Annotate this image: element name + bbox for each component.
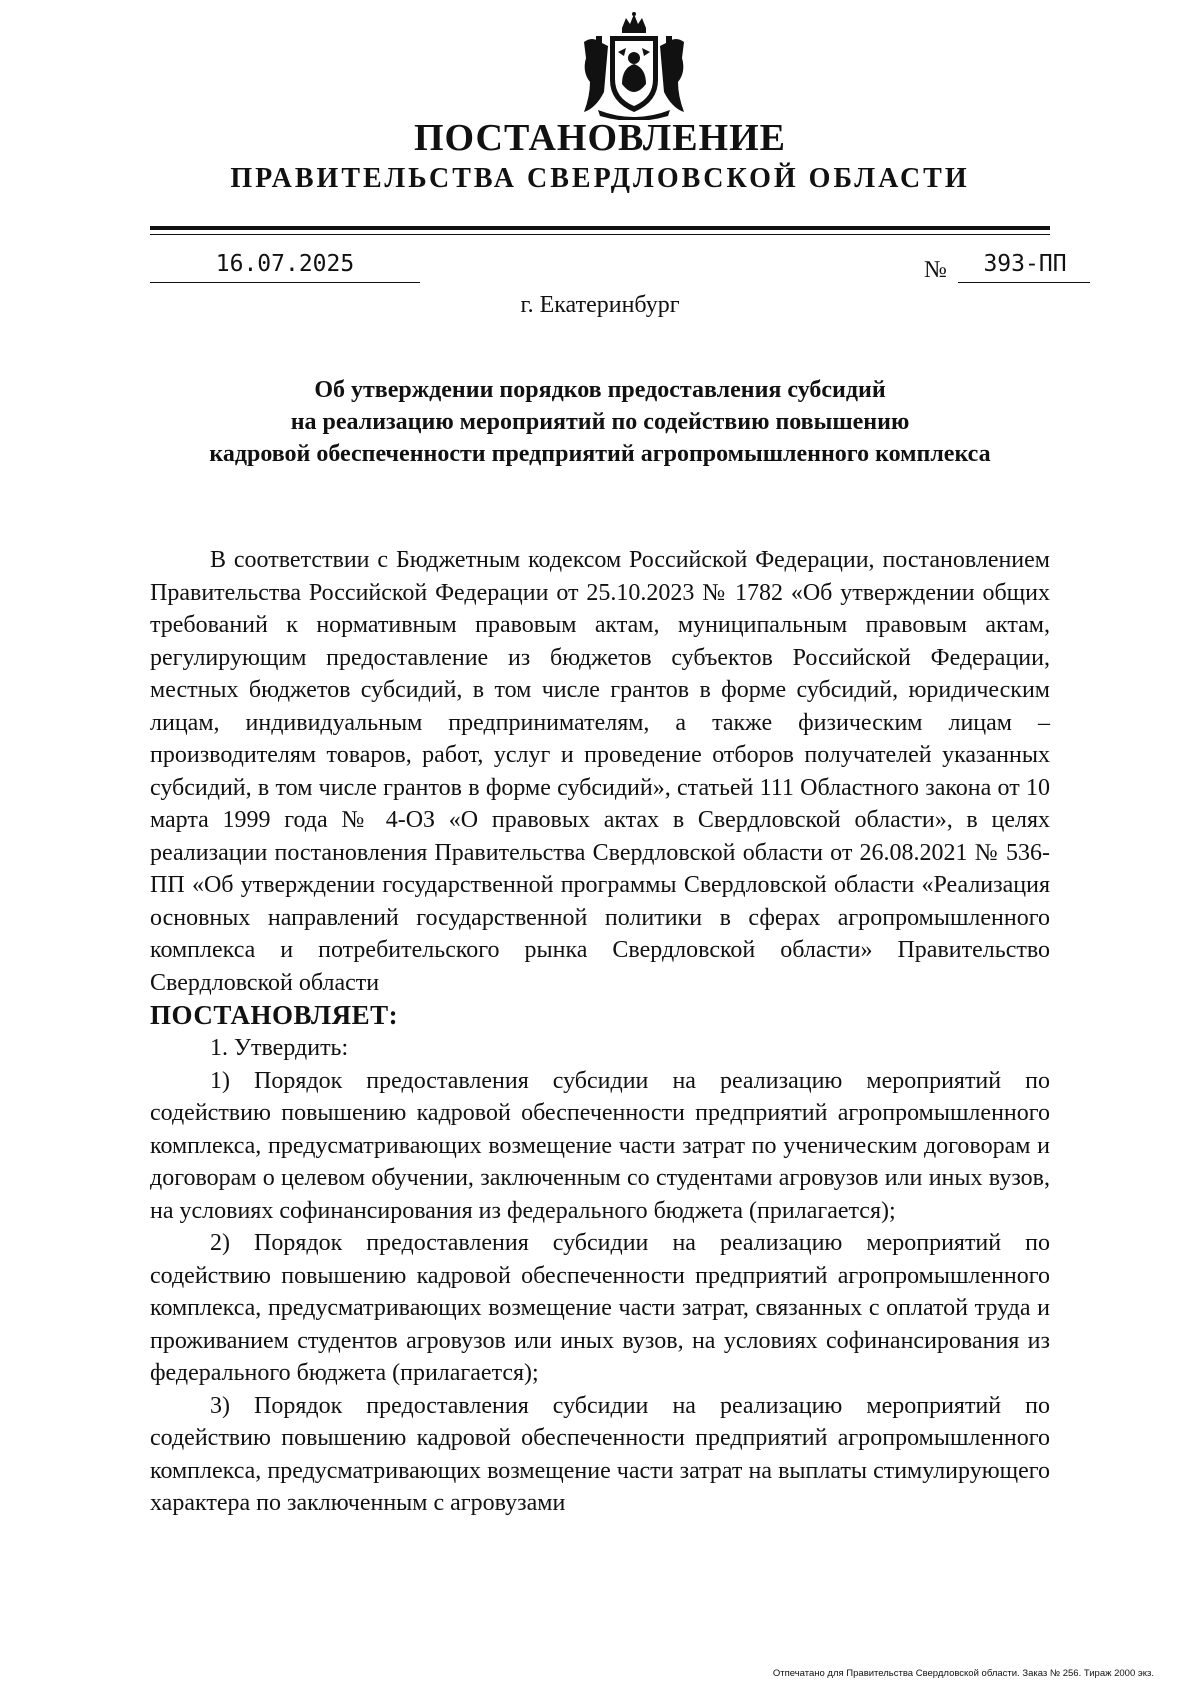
date-underline [150,282,420,283]
document-body [150,544,1050,1520]
document-title [150,374,1050,470]
header-rule-thick [150,226,1050,230]
header-rule-thin [150,234,1050,235]
preamble-paragraph: В соответствии с Бюджетным кодексом Российской Федерации, постановлением Правительства Российской Федерации от 25.10.2023 № 1782 «Об утверждении общих требований к нормативным правовым актам, муниципальным правовым актам, регулирующим предоставление из бюджетов субъектов Российской Федерации, местных бюджетов субсидий, в том числе грантов в форме субсидий, юридическим лицам, индивидуальным предпринимателям, а также физическим лицам – производителям товаров, работ, услуг и проведение отборов получателей указанных субсидий, в том числе грантов в форме субсидий», статьей 111 Областного закона от 10 марта 1999 года № 4-ОЗ «О правовых актах в Свердловской области», в целях реализации постановления Правительства Свердловской области от 26.08.2021 № 536-ПП «Об утверждении государственной программы Свердловской области «Реализация основных направлений государственной политики в сферах агропромышленного комплекса и потребительского рынка Свердловской области» Правительство Свердловской области [150,547,1050,996]
coat-of-arms-icon [578,12,690,120]
document-title-line: Об утверждении порядков предоставления субсидий [314,377,886,403]
document-title-line: на реализацию мероприятий по содействию повышению [290,409,910,435]
item-1-2-paragraph: 2) Порядок предоставления субсидии на реализацию мероприятий по содействию повышению кадровой обеспеченности предприятий агропромышленного комплекса, предусматривающих возмещение части затрат, связанных с оплатой труда и проживанием студентов агровузов или иных вузов, на условиях софинансирования из федерального бюджета (прилагается); [150,1230,1050,1386]
issuer-heading: ПРАВИТЕЛЬСТВА СВЕРДЛОВСКОЙ ОБЛАСТИ [230,163,970,194]
print-note: Отпечатано для Правительства Свердловской области. Заказ № 256. Тираж 2000 экз. [772,1668,1154,1679]
item-1-paragraph: 1. Утвердить: [210,1035,349,1061]
number-label: № [924,257,947,283]
number-underline [958,282,1090,283]
item-1-3-paragraph: 3) Порядок предоставления субсидии на реализацию мероприятий по содействию повышению кадровой обеспеченности предприятий агропромышленного комплекса, предусматривающих возмещение части затрат на выплаты стимулирующего характера по заключенным с агровузами [150,1392,1050,1516]
resolves-heading: ПОСТАНОВЛЯЕТ: [150,1000,399,1030]
item-1-1-paragraph: 1) Порядок предоставления субсидии на реализацию мероприятий по содействию повышению кадровой обеспеченности предприятий агропромышленного комплекса, предусматривающих возмещение части затрат по ученическим договорам и договорам о целевом обучении, заключенным со студентами агровузов или иных вузов, на условиях софинансирования из федерального бюджета (прилагается); [150,1067,1050,1224]
document-type-heading: ПОСТАНОВЛЕНИЕ [413,117,787,159]
document-number: 393-ПП [983,251,1067,277]
document-date: 16.07.2025 [215,251,355,277]
document-title-line: кадровой обеспеченности предприятий агропромышленного комплекса [209,441,991,467]
document-city: г. Екатеринбург [520,292,680,318]
